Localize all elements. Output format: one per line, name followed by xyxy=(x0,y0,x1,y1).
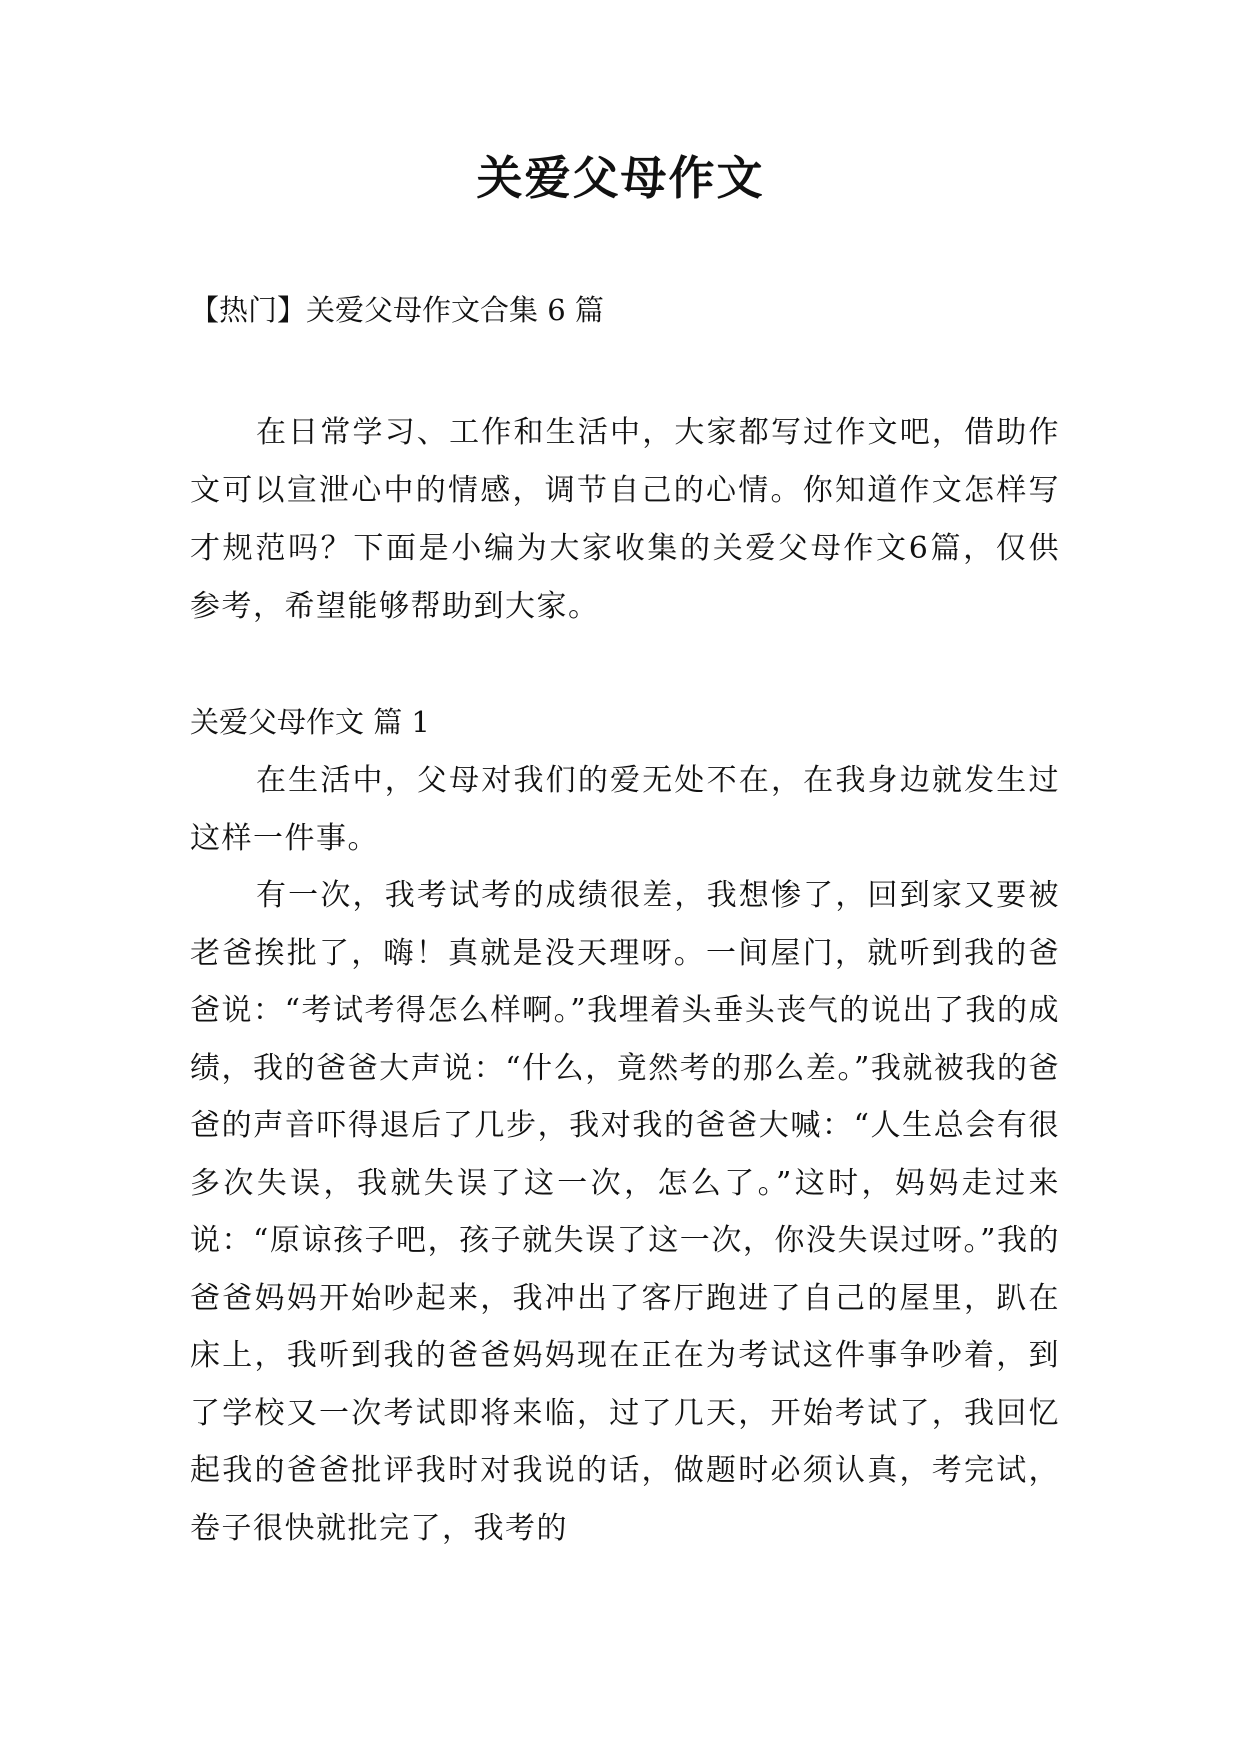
document-subtitle: 【热门】关爱父母作文合集 6 篇 xyxy=(190,293,604,327)
document-title: 关爱父母作文 xyxy=(476,151,765,205)
section-heading: 关爱父母作文 篇 1 xyxy=(190,705,430,739)
intro-paragraph: 在日常学习、工作和生活中，大家都写过作文吧，借助作文可以宣泄心中的情感，调节自己的心情。你知道作文怎样写才规范吗？下面是小编为大家收集的关爱父母作文6篇，仅供参考，希望能够帮助到大家。 xyxy=(190,415,1060,624)
body-paragraph-1: 在生活中，父母对我们的爱无处不在，在我身边就发生过这样一件事。 xyxy=(190,763,1060,856)
body-paragraph-2: 有一次，我考试考的成绩很差，我想惨了，回到家又要被老爸挨批了，嗨！真就是没天理呀。一间屋门，就听到我的爸爸说：“考试考得怎么样啊。”我埋着头垂头丧气的说出了我的成绩，我的爸爸大声说：“什么，竟然考的那么差。”我就被我的爸爸的声音吓得退后了几步，我对我的爸爸大喊：“人生总会有很多次失误，我就失误了这一次，怎么了。”这时，妈妈走过来说：“原谅孩子吧，孩子就失误了这一次，你没失误过呀。”我的爸爸妈妈开始吵起来，我冲出了客厅跑进了自己的屋里，趴在床上，我听到我的爸爸妈妈现在正在为考试这件事争吵着，到了学校又一次考试即将来临，过了几天，开始考试了，我回忆起我的爸爸批评我时对我说的话，做题时必须认真，考完试，卷子很快就批完了，我考的 xyxy=(190,878,1060,1546)
